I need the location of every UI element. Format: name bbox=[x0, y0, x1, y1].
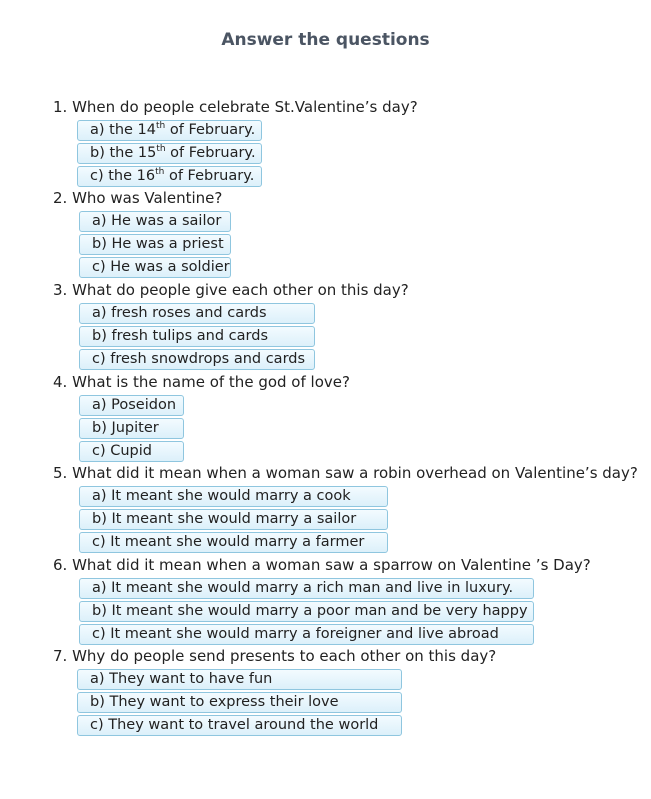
answer-5b[interactable]: b) It meant she would marry a sailor bbox=[79, 509, 388, 530]
answer-1a[interactable] bbox=[77, 120, 262, 141]
answer-text: c) the 16 bbox=[90, 168, 156, 184]
answer-6c[interactable]: c) It meant she would marry a foreigner and live abroad bbox=[79, 624, 534, 645]
answer-4a[interactable]: a) Poseidon bbox=[79, 395, 184, 416]
question-5: 5. What did it mean when a woman saw a robin overhead on Valentine’s day? bbox=[53, 464, 638, 482]
answer-6b[interactable]: b) It meant she would marry a poor man and be very happy bbox=[79, 601, 534, 622]
answer-4b[interactable]: b) Jupiter bbox=[79, 418, 184, 439]
question-1: 1. When do people celebrate St.Valentine’s day? bbox=[53, 98, 418, 116]
answer-text: of February. bbox=[164, 168, 255, 184]
answer-2a[interactable]: a) He was a sailor bbox=[79, 211, 231, 232]
answer-7a[interactable]: a) They want to have fun bbox=[77, 669, 402, 690]
answer-6a[interactable]: a) It meant she would marry a rich man and live in luxury. bbox=[79, 578, 534, 599]
ordinal-suffix: th bbox=[156, 121, 166, 132]
page-title: Answer the questions bbox=[221, 30, 430, 50]
question-6: 6. What did it mean when a woman saw a sparrow on Valentine ’s Day? bbox=[53, 556, 591, 574]
question-4: 4. What is the name of the god of love? bbox=[53, 373, 350, 391]
answer-text: of February. bbox=[165, 122, 256, 138]
answer-1b[interactable] bbox=[77, 143, 262, 164]
answer-5c[interactable]: c) It meant she would marry a farmer bbox=[79, 532, 388, 553]
answer-2c[interactable]: c) He was a soldier bbox=[79, 257, 231, 278]
answer-7b[interactable]: b) They want to express their love bbox=[77, 692, 402, 713]
answer-text: of February. bbox=[165, 145, 256, 161]
answer-3a[interactable]: a) fresh roses and cards bbox=[79, 303, 315, 324]
answer-text: a) the 14 bbox=[90, 122, 157, 138]
question-3: 3. What do people give each other on this day? bbox=[53, 281, 409, 299]
question-7: 7. Why do people send presents to each other on this day? bbox=[53, 647, 497, 665]
answer-5a[interactable]: a) It meant she would marry a cook bbox=[79, 486, 388, 507]
answer-1c[interactable] bbox=[77, 166, 262, 187]
question-2: 2. Who was Valentine? bbox=[53, 189, 223, 207]
answer-3b[interactable]: b) fresh tulips and cards bbox=[79, 326, 315, 347]
answer-2b[interactable]: b) He was a priest bbox=[79, 234, 231, 255]
ordinal-suffix: th bbox=[155, 167, 165, 178]
answer-4c[interactable]: c) Cupid bbox=[79, 441, 184, 462]
answer-3c[interactable]: c) fresh snowdrops and cards bbox=[79, 349, 315, 370]
ordinal-suffix: th bbox=[156, 144, 166, 155]
answer-text: b) the 15 bbox=[90, 145, 157, 161]
answer-7c[interactable]: c) They want to travel around the world bbox=[77, 715, 402, 736]
